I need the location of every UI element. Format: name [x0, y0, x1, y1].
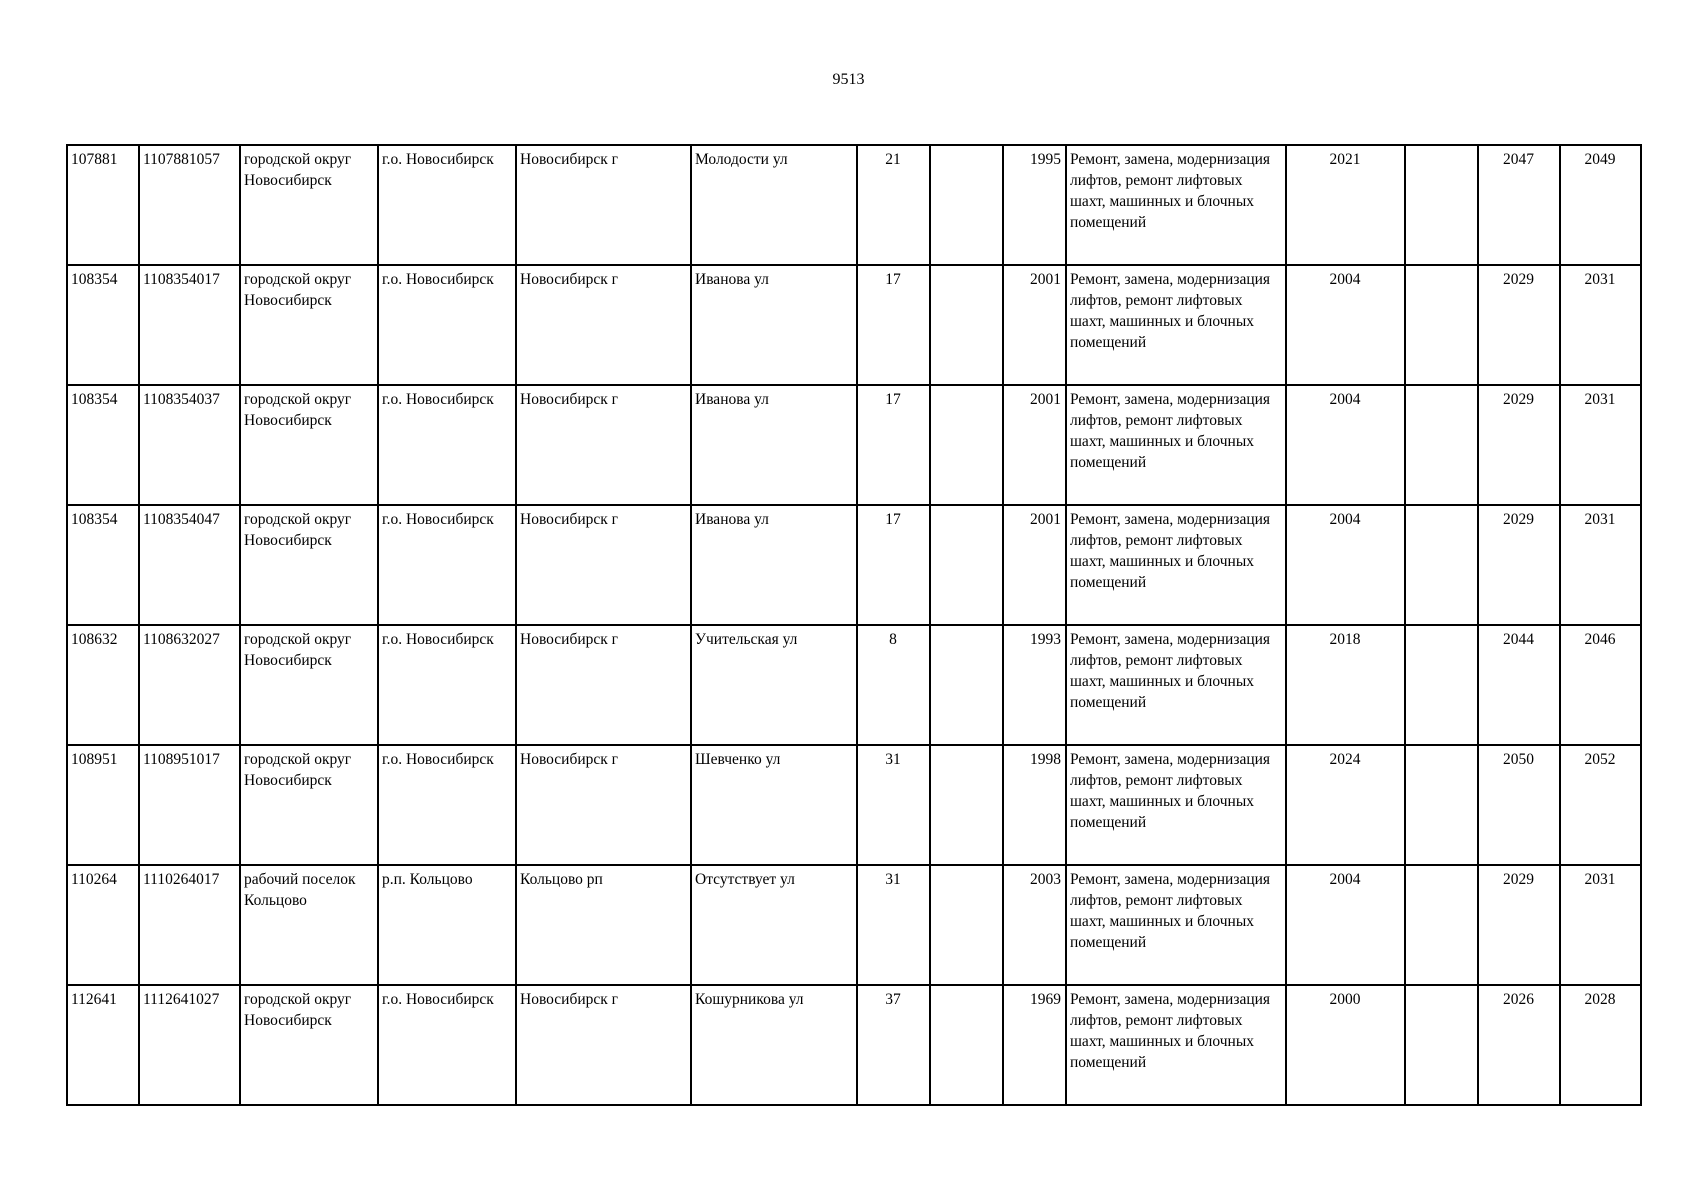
cell-house: 37 [857, 985, 930, 1105]
cell-id: 110264 [67, 865, 139, 985]
cell-street: Иванова ул [691, 265, 857, 385]
cell-id: 108354 [67, 505, 139, 625]
cell-street: Шевченко ул [691, 745, 857, 865]
cell-street: Иванова ул [691, 385, 857, 505]
cell-municipality: городской округ Новосибирск [240, 745, 378, 865]
cell-extra [1405, 145, 1478, 265]
cell-municipality-short: г.о. Новосибирск [378, 265, 516, 385]
cell-work-type: Ремонт, замена, модернизация лифтов, ремонт лифтовых шахт, машинных и блочных помещений [1066, 985, 1286, 1105]
table-row [67, 745, 1641, 865]
cell-plan-year-to: 2031 [1560, 865, 1641, 985]
cell-last-repair-year: 2004 [1286, 865, 1405, 985]
table-row [67, 505, 1641, 625]
cell-settlement: Новосибирск г [516, 505, 691, 625]
cell-plan-year-to: 2031 [1560, 505, 1641, 625]
table-row [67, 985, 1641, 1105]
cell-extra [1405, 745, 1478, 865]
cell-extra [1405, 385, 1478, 505]
cell-plan-year-to: 2031 [1560, 385, 1641, 505]
cell-municipality: рабочий поселок Кольцово [240, 865, 378, 985]
cell-code: 1108354037 [139, 385, 240, 505]
cell-municipality-short: г.о. Новосибирск [378, 145, 516, 265]
cell-code: 1112641027 [139, 985, 240, 1105]
cell-year-built: 1993 [1003, 625, 1066, 745]
cell-street: Кошурникова ул [691, 985, 857, 1105]
cell-last-repair-year: 2024 [1286, 745, 1405, 865]
cell-extra [1405, 985, 1478, 1105]
table-row [67, 865, 1641, 985]
cell-id: 108951 [67, 745, 139, 865]
cell-id: 112641 [67, 985, 139, 1105]
cell-plan-year-from: 2029 [1478, 265, 1560, 385]
cell-plan-year-to: 2031 [1560, 265, 1641, 385]
cell-settlement: Новосибирск г [516, 145, 691, 265]
cell-house: 31 [857, 745, 930, 865]
cell-building [930, 625, 1003, 745]
cell-id: 108354 [67, 385, 139, 505]
cell-plan-year-to: 2052 [1560, 745, 1641, 865]
cell-year-built: 2001 [1003, 265, 1066, 385]
table-row [67, 385, 1641, 505]
table-row [67, 145, 1641, 265]
cell-id: 108354 [67, 265, 139, 385]
cell-municipality: городской округ Новосибирск [240, 265, 378, 385]
cell-municipality-short: г.о. Новосибирск [378, 985, 516, 1105]
cell-municipality-short: г.о. Новосибирск [378, 625, 516, 745]
cell-settlement: Новосибирск г [516, 385, 691, 505]
cell-house: 21 [857, 145, 930, 265]
register-table [66, 144, 1642, 1106]
cell-extra [1405, 625, 1478, 745]
cell-code: 1108632027 [139, 625, 240, 745]
cell-house: 31 [857, 865, 930, 985]
cell-plan-year-from: 2050 [1478, 745, 1560, 865]
cell-plan-year-from: 2026 [1478, 985, 1560, 1105]
cell-house: 8 [857, 625, 930, 745]
cell-work-type: Ремонт, замена, модернизация лифтов, ремонт лифтовых шахт, машинных и блочных помещений [1066, 865, 1286, 985]
cell-municipality-short: г.о. Новосибирск [378, 745, 516, 865]
cell-settlement: Кольцово рп [516, 865, 691, 985]
cell-year-built: 2001 [1003, 385, 1066, 505]
cell-municipality-short: г.о. Новосибирск [378, 505, 516, 625]
cell-year-built: 1969 [1003, 985, 1066, 1105]
cell-street: Отсутствует ул [691, 865, 857, 985]
cell-plan-year-from: 2044 [1478, 625, 1560, 745]
cell-building [930, 985, 1003, 1105]
cell-year-built: 2003 [1003, 865, 1066, 985]
cell-building [930, 145, 1003, 265]
cell-municipality: городской округ Новосибирск [240, 385, 378, 505]
cell-municipality: городской округ Новосибирск [240, 505, 378, 625]
cell-work-type: Ремонт, замена, модернизация лифтов, ремонт лифтовых шахт, машинных и блочных помещений [1066, 745, 1286, 865]
cell-year-built: 1998 [1003, 745, 1066, 865]
cell-municipality: городской округ Новосибирск [240, 625, 378, 745]
cell-settlement: Новосибирск г [516, 745, 691, 865]
table-row [67, 265, 1641, 385]
cell-street: Иванова ул [691, 505, 857, 625]
cell-plan-year-from: 2029 [1478, 505, 1560, 625]
cell-code: 1108354047 [139, 505, 240, 625]
page-number: 9513 [832, 71, 865, 88]
cell-settlement: Новосибирск г [516, 265, 691, 385]
cell-last-repair-year: 2018 [1286, 625, 1405, 745]
cell-plan-year-from: 2029 [1478, 385, 1560, 505]
cell-code: 1108354017 [139, 265, 240, 385]
cell-id: 108632 [67, 625, 139, 745]
cell-extra [1405, 865, 1478, 985]
cell-plan-year-to: 2049 [1560, 145, 1641, 265]
cell-code: 1107881057 [139, 145, 240, 265]
cell-last-repair-year: 2004 [1286, 385, 1405, 505]
table-row [67, 625, 1641, 745]
cell-plan-year-to: 2028 [1560, 985, 1641, 1105]
cell-id: 107881 [67, 145, 139, 265]
cell-extra [1405, 265, 1478, 385]
cell-municipality-short: г.о. Новосибирск [378, 385, 516, 505]
cell-code: 1108951017 [139, 745, 240, 865]
cell-street: Молодости ул [691, 145, 857, 265]
cell-plan-year-from: 2047 [1478, 145, 1560, 265]
cell-work-type: Ремонт, замена, модернизация лифтов, ремонт лифтовых шахт, машинных и блочных помещений [1066, 625, 1286, 745]
cell-street: Учительская ул [691, 625, 857, 745]
cell-last-repair-year: 2000 [1286, 985, 1405, 1105]
cell-municipality: городской округ Новосибирск [240, 145, 378, 265]
cell-municipality-short: р.п. Кольцово [378, 865, 516, 985]
cell-last-repair-year: 2004 [1286, 265, 1405, 385]
cell-municipality: городской округ Новосибирск [240, 985, 378, 1105]
cell-building [930, 745, 1003, 865]
cell-work-type: Ремонт, замена, модернизация лифтов, ремонт лифтовых шахт, машинных и блочных помещений [1066, 505, 1286, 625]
cell-house: 17 [857, 505, 930, 625]
cell-building [930, 385, 1003, 505]
cell-year-built: 2001 [1003, 505, 1066, 625]
cell-work-type: Ремонт, замена, модернизация лифтов, ремонт лифтовых шахт, машинных и блочных помещений [1066, 145, 1286, 265]
cell-house: 17 [857, 385, 930, 505]
cell-plan-year-from: 2029 [1478, 865, 1560, 985]
cell-building [930, 265, 1003, 385]
cell-work-type: Ремонт, замена, модернизация лифтов, ремонт лифтовых шахт, машинных и блочных помещений [1066, 265, 1286, 385]
cell-settlement: Новосибирск г [516, 625, 691, 745]
cell-building [930, 505, 1003, 625]
cell-settlement: Новосибирск г [516, 985, 691, 1105]
cell-work-type: Ремонт, замена, модернизация лифтов, ремонт лифтовых шахт, машинных и блочных помещений [1066, 385, 1286, 505]
cell-code: 1110264017 [139, 865, 240, 985]
cell-last-repair-year: 2021 [1286, 145, 1405, 265]
cell-year-built: 1995 [1003, 145, 1066, 265]
cell-last-repair-year: 2004 [1286, 505, 1405, 625]
cell-plan-year-to: 2046 [1560, 625, 1641, 745]
cell-house: 17 [857, 265, 930, 385]
cell-building [930, 865, 1003, 985]
cell-extra [1405, 505, 1478, 625]
